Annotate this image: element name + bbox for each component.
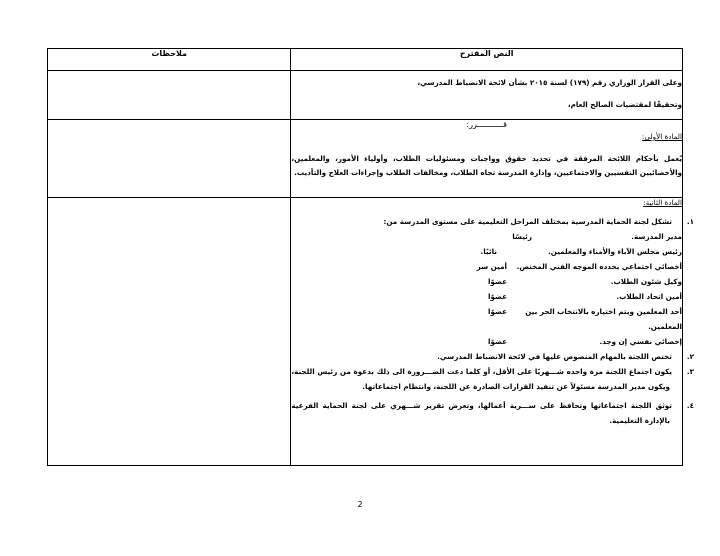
item-1-text: تشكل لجنة الحماية المدرسية بمختلف المراحل التعليمية على مستوى المدرسة من: — [383, 217, 672, 226]
text-cell-3 — [291, 198, 694, 466]
member-title: عضوًا — [488, 292, 507, 301]
member-row — [291, 244, 682, 259]
item-3-text: يكون اجتماع اللجنة مرة واحده شـــهريًا على الأقل، أو كلما دعت الضـــرورة الى ذلك بدعوة من رئيس اللجنة، ويكون مدير المدرسة مسئولاً عن تنفيذ القرارات الصادرة عن اللجنة، وانتظام اجتماعاتها. — [291, 367, 672, 391]
item-3-number: ٣. — [686, 367, 694, 376]
member-title: عضوًا — [488, 307, 507, 316]
member-role: أحد المعلمين ويتم اختياره بالانتخاب الحر بين — [525, 307, 682, 316]
item-4 — [291, 398, 694, 428]
member-row — [291, 319, 682, 334]
text-cell-2 — [291, 120, 683, 198]
member-row — [291, 334, 682, 349]
member-row — [291, 259, 682, 274]
member-title: رئيسًا — [512, 232, 532, 241]
member-role: مدير المدرسة. — [631, 232, 682, 241]
item-1 — [291, 214, 694, 229]
notes-cell-2 — [48, 120, 291, 198]
text-cell-1 — [291, 71, 683, 120]
member-role: إخصائي نفسي إن وجد. — [599, 337, 682, 346]
member-row — [291, 274, 682, 289]
item-2 — [291, 349, 694, 364]
notes-cell-3 — [48, 198, 291, 466]
article-one-heading: المادة الأولى: — [642, 132, 682, 141]
item-1-number: ١. — [686, 217, 694, 226]
member-title: عضوًا — [488, 337, 507, 346]
committee-members — [291, 229, 682, 349]
member-role: أخصائي اجتماعي يحدده الموجه الفني المختص. — [516, 262, 682, 271]
public-interest-line: وتحقيقًا لمقتضيات الصالح العام، — [567, 100, 682, 109]
decree-reference: وعلى القرار الوزاري رقم (١٧٩) لسنة ٢٠١٥ بشأن لائحة الانضباط المدرسي، — [417, 78, 682, 87]
member-role: وكيل شئون الطلاب. — [610, 277, 682, 286]
item-2-number: ٢. — [686, 352, 694, 361]
article-one-text: يُعمل بأحكام اللائحة المرفقة في تحديد حقوق وواجبات ومسئوليات الطلاب، وأولياء الأمور، والمعلمين، والأخصائيين النفسيين والاجتماعيين، وإدارة المدرسة تجاه الطلاب، ومخالفات الطلاب وإجراءات العلاج والتأديب. — [291, 154, 682, 177]
member-title: عضوًا — [488, 277, 507, 286]
notes-header: ملاحظات — [48, 49, 291, 71]
page-number: 2 — [357, 500, 363, 509]
proposed-text-header: النص المقترح — [291, 49, 683, 71]
member-row — [291, 304, 682, 319]
member-role: أمين اتحاد الطلاب. — [616, 292, 682, 301]
member-title: أمين سر — [476, 262, 507, 271]
item-4-text: توثق اللجنة اجتماعاتها وتحافظ على ســـرية أعمالها، وتعرض تقرير شـــهري على لجنة الحماية الفرعية بالإدارة التعليمية. — [291, 401, 672, 425]
member-row — [291, 229, 682, 244]
decision-heading: قـــــــــــرر: — [466, 120, 507, 129]
proposal-table — [47, 48, 694, 466]
item-2-text: تختص اللجنة بالمهام المنصوص عليها في لائحة الانضباط المدرسي. — [437, 352, 672, 361]
member-role: رئيس مجلس الآباء والأمناء والمعلمين. — [548, 247, 682, 256]
notes-cell-1 — [48, 71, 291, 120]
member-role: المعلمين. — [648, 322, 682, 331]
member-row — [291, 289, 682, 304]
item-3 — [291, 364, 694, 394]
member-title: نائبًا. — [480, 247, 497, 256]
article-two-heading: المادة الثانية: — [643, 198, 682, 207]
item-4-number: ٤. — [686, 401, 694, 410]
